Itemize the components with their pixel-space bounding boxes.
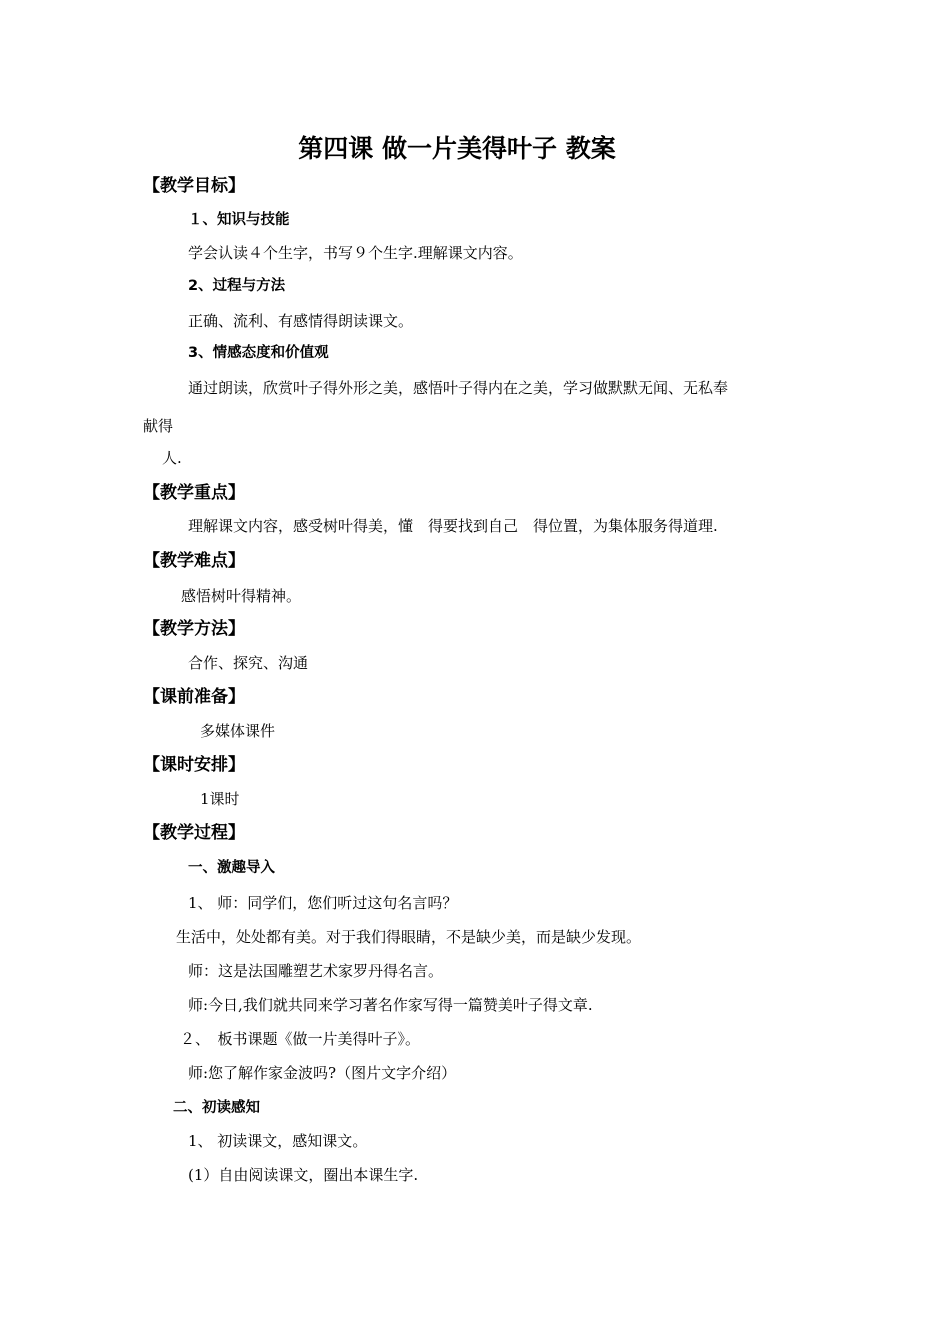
goal-knowledge-heading: １、知识与技能 (188, 212, 290, 228)
section-heading-preparation: 【课前准备】 (143, 687, 245, 707)
schedule-text: 1课时 (200, 790, 240, 808)
goal-emotion-line-1: 通过朗读，欣赏叶子得外形之美，感悟叶子得内在之美，学习做默默无闻、无私奉 (188, 379, 729, 397)
goal-emotion-line-2: 献得 (143, 417, 174, 435)
goal-knowledge-text: 学会认读４个生字，书写９个生字.理解课文内容。 (188, 244, 523, 262)
process-part1-line-1: 1、 师：同学们，您们听过这句名言吗？ (188, 894, 458, 912)
goal-emotion-line-3: 人. (162, 449, 182, 467)
section-heading-schedule: 【课时安排】 (143, 755, 245, 775)
section-heading-key-points: 【教学重点】 (143, 483, 245, 503)
methods-text: 合作、探究、沟通 (188, 654, 309, 672)
process-part1-line-3: 师：这是法国雕塑艺术家罗丹得名言。 (188, 962, 444, 980)
goal-process-text: 正确、流利、有感情得朗读课文。 (188, 312, 414, 330)
process-part1-line-4: 师:今日,我们就共同来学习著名作家写得一篇赞美叶子得文章. (188, 996, 593, 1014)
preparation-text: 多媒体课件 (200, 722, 276, 740)
process-part1-line-6: 师:您了解作家金波吗?（图片文字介绍） (188, 1064, 457, 1082)
document-title: 第四课 做一片美得叶子 教案 (298, 134, 616, 163)
section-heading-goals: 【教学目标】 (143, 176, 245, 196)
difficulty-text: 感悟树叶得精神。 (181, 587, 302, 605)
process-part2-line-1: 1、 初读课文，感知课文。 (188, 1132, 368, 1150)
key-points-text: 理解课文内容，感受树叶得美，懂 得要找到自己 得位置，为集体服务得道理. (188, 517, 718, 535)
process-part1-line-2: 生活中，处处都有美。对于我们得眼睛，不是缺少美，而是缺少发现。 (176, 928, 642, 946)
section-heading-process: 【教学过程】 (143, 823, 245, 843)
section-heading-methods: 【教学方法】 (143, 619, 245, 639)
goal-process-heading: 2、过程与方法 (188, 278, 286, 294)
process-part1-line-5: ２、 板书课题《做一片美得叶子》。 (180, 1030, 421, 1048)
process-part2-heading: 二、初读感知 (173, 1100, 260, 1116)
process-part1-heading: 一、激趣导入 (188, 860, 275, 876)
process-part2-line-2: (1）自由阅读课文，圈出本课生字. (188, 1166, 419, 1184)
goal-emotion-heading: 3、情感态度和价值观 (188, 345, 329, 361)
section-heading-difficulty: 【教学难点】 (143, 551, 245, 571)
